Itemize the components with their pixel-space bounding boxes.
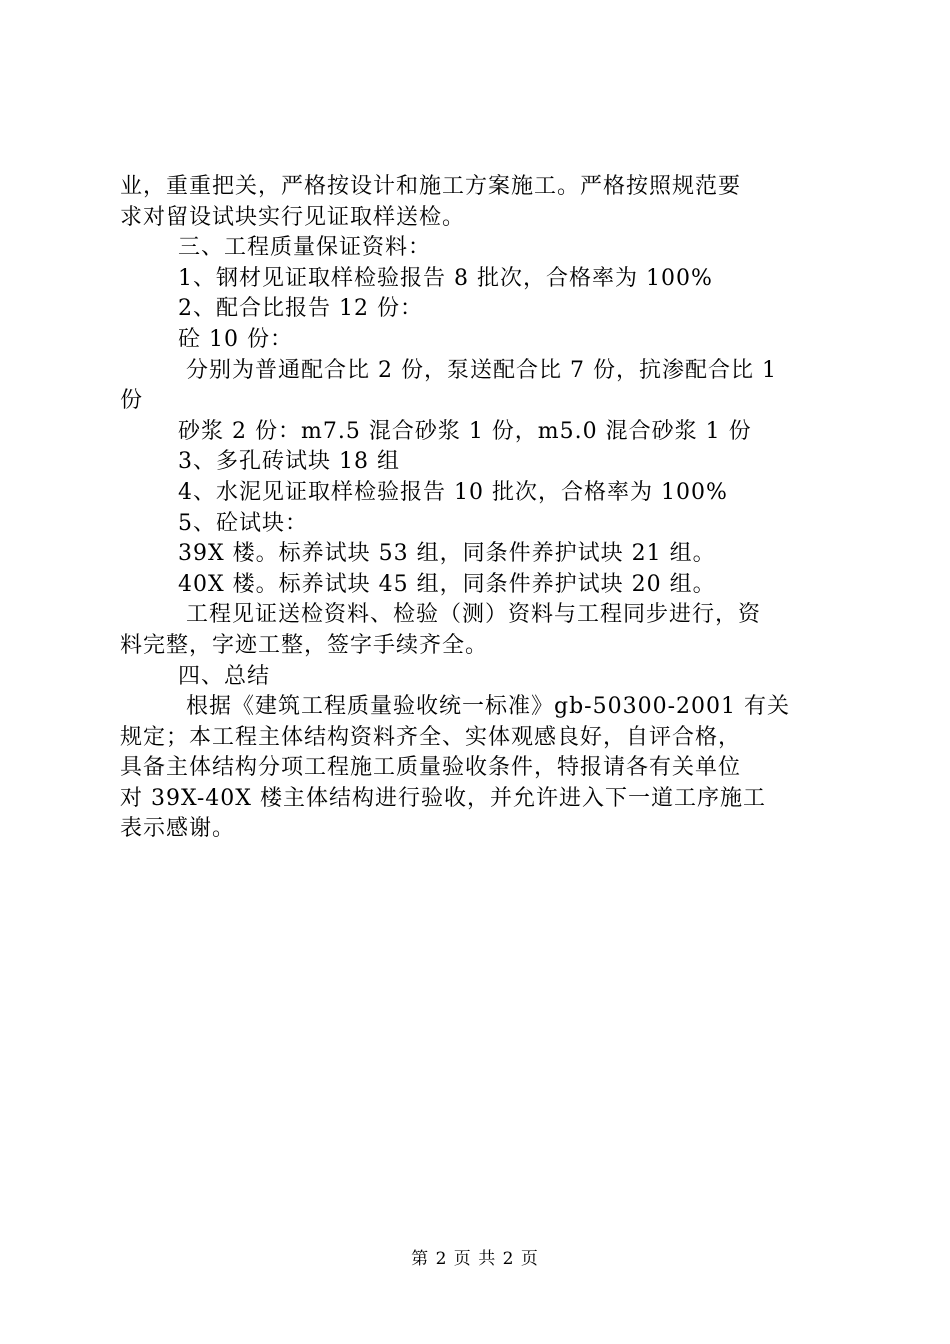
concrete-mix-count: 砼 10 份： [178,326,293,352]
concrete-mix-detail-cont: 份 [120,388,144,414]
concrete-mix-detail: 分别为普通配合比 2 份，泵送配合比 7 份，抗渗配合比 1 [186,357,777,383]
records-paragraph-cont: 料完整，字迹工整，签字手续齐全。 [120,632,489,658]
list-item-1: 1、钢材见证取样检验报告 8 批次，合格率为 100% [178,265,713,291]
summary-paragraph-cont-2: 具备主体结构分项工程施工质量验收条件，特报请各有关单位 [120,755,742,781]
building-39x-samples: 39X 楼。标养试块 53 组，同条件养护试块 21 组。 [178,541,716,567]
records-paragraph: 工程见证送检资料、检验（测）资料与工程同步进行，资 [186,602,762,628]
mortar-mix-detail: 砂浆 2 份：m7.5 混合砂浆 1 份，m5.0 混合砂浆 1 份 [178,418,752,444]
summary-paragraph-cont-3: 对 39X-40X 楼主体结构进行验收，并允许进入下一道工序施工 [120,785,766,811]
list-item-2: 2、配合比报告 12 份： [178,296,423,322]
summary-paragraph-cont-4: 表示感谢。 [120,816,236,842]
summary-paragraph-cont-1: 规定；本工程主体结构资料齐全、实体观感良好，自评合格， [120,724,742,750]
body-line-1: 业，重重把关，严格按设计和施工方案施工。严格按照规范要 [120,174,742,199]
list-item-5: 5、砼试块： [178,510,308,536]
document-body [120,172,840,845]
building-40x-samples: 40X 楼。标养试块 45 组，同条件养护试块 20 组。 [178,571,716,597]
list-item-3: 3、多孔砖试块 18 组 [178,449,400,475]
section-heading-4: 四、总结 [178,663,271,689]
list-item-4: 4、水泥见证取样检验报告 10 批次，合格率为 100% [178,479,728,505]
section-heading-3: 三、工程质量保证资料： [178,235,432,261]
body-line-2: 求对留设试块实行见证取样送检。 [120,204,466,230]
summary-paragraph: 根据《建筑工程质量验收统一标准》gb-50300-2001 有关 [186,694,791,720]
page-number-footer: 第 2 页 共 2 页 [411,1249,539,1269]
